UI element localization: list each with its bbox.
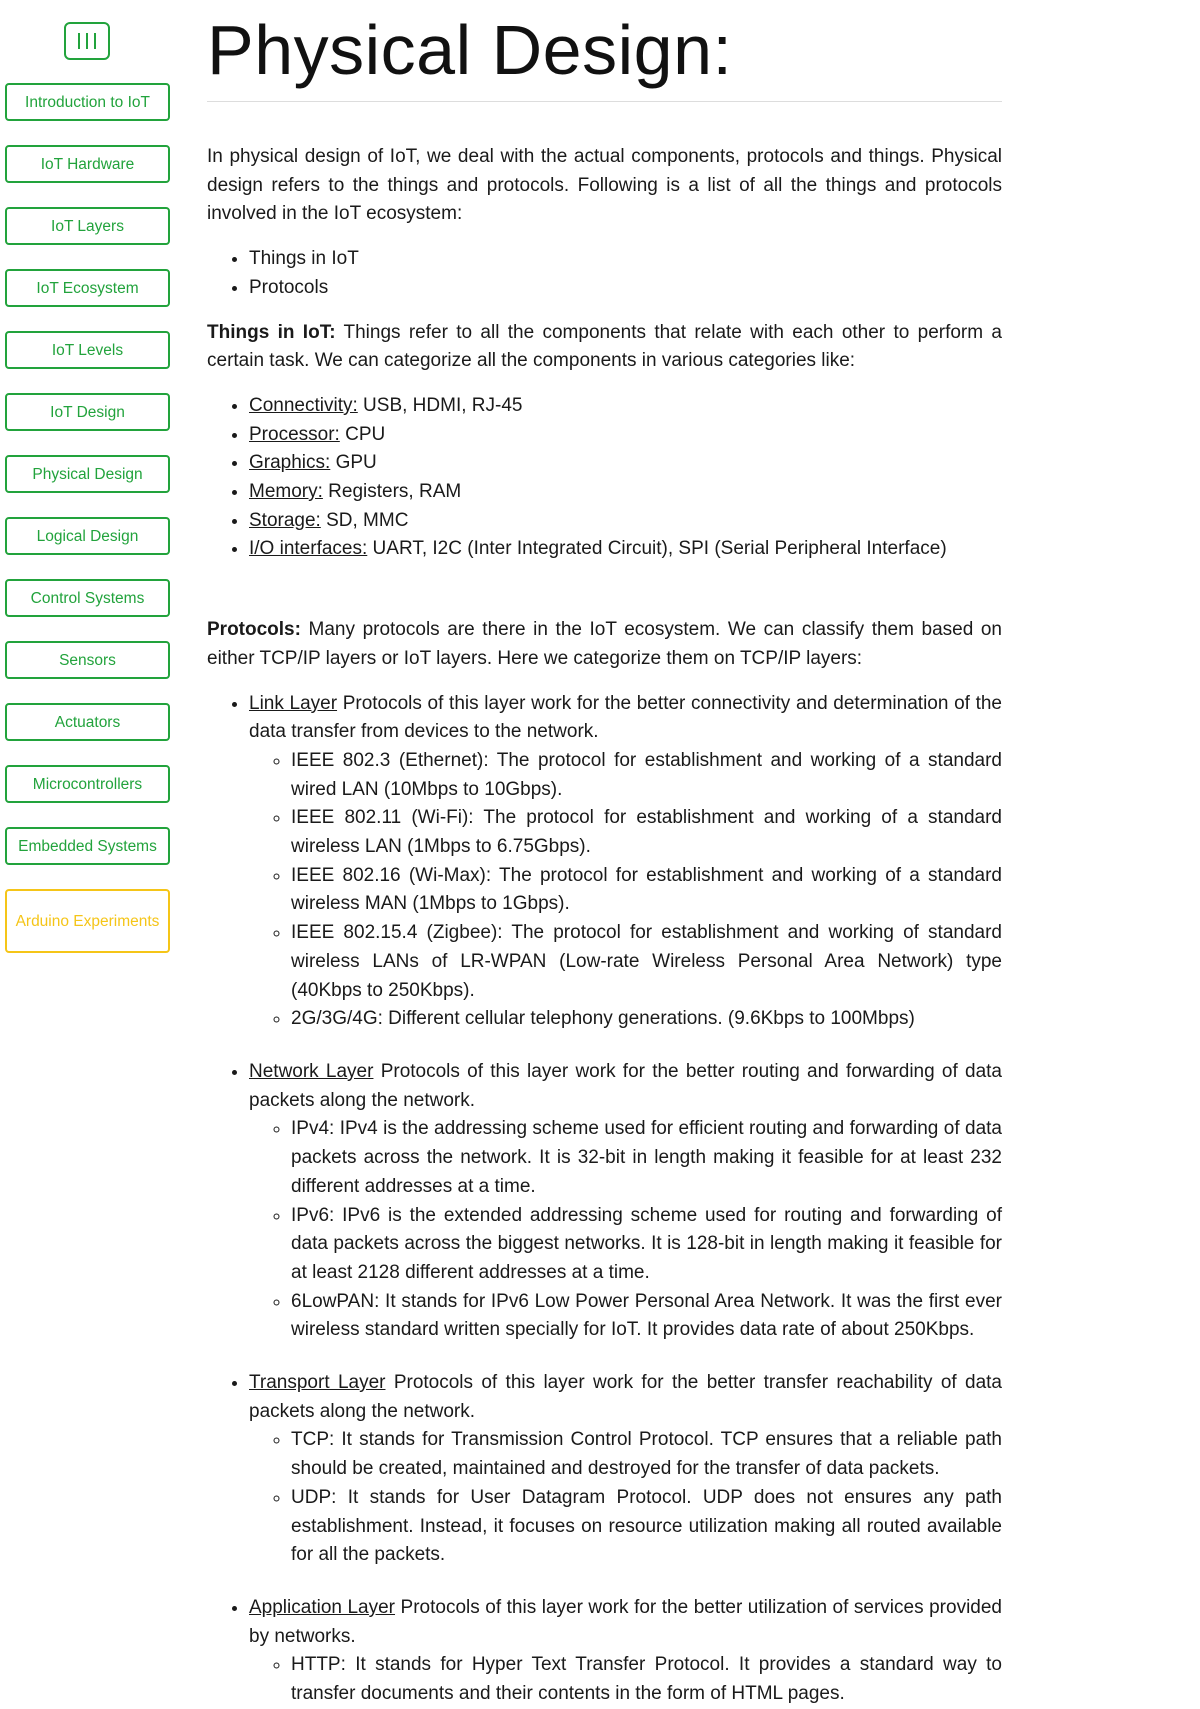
- nav-control-systems[interactable]: Control Systems: [5, 579, 170, 617]
- layer-name: Transport Layer: [249, 1372, 386, 1394]
- list-item: [249, 449, 1002, 478]
- nav-microcontrollers[interactable]: Microcontrollers: [5, 765, 170, 803]
- layer-item-network: [249, 1058, 1002, 1369]
- things-heading: Things in IoT:: [207, 321, 336, 343]
- category-term: Connectivity:: [249, 394, 358, 416]
- layer-desc: Protocols of this layer work for the better routing and forwarding of data packets along the network.: [249, 1060, 1002, 1111]
- category-value: GPU: [330, 452, 377, 474]
- list-item: • Protocols: [249, 274, 1002, 303]
- list-item: [249, 535, 1002, 564]
- nav-iot-ecosystem[interactable]: IoT Ecosystem: [5, 269, 170, 307]
- protocol-item: ◦ IEEE 802.3 (Ethernet): The protocol for establishment and working of a standard wired LAN (10Mbps to 10Gbps).: [291, 747, 1002, 804]
- hamburger-vertical-icon: [78, 33, 96, 49]
- protocol-sublist: [249, 1426, 1002, 1570]
- category-value: USB, HDMI, RJ-45: [357, 394, 523, 416]
- menu-toggle-button[interactable]: [64, 22, 110, 60]
- category-term: Memory:: [249, 481, 323, 503]
- protocol-item: ◦ 6LowPAN: It stands for IPv6 Low Power Personal Area Network. It was the first ever wireless standard written specially for IoT. It provides data rate of about 250Kbps.: [291, 1288, 1002, 1345]
- protocol-sublist: [249, 747, 1002, 1034]
- intro-list: [207, 245, 1002, 302]
- nav-introduction-to-iot[interactable]: Introduction to IoT: [5, 83, 170, 121]
- layer-item-application: [249, 1594, 1002, 1709]
- protocol-item: ◦ IEEE 802.11 (Wi-Fi): The protocol for establishment and working of a standard wireless LAN (1Mbps to 6.75Gbps).: [291, 804, 1002, 861]
- protocol-item: ◦ UDP: It stands for User Datagram Protocol. UDP does not ensures any path establishment. Instead, it focuses on resource utilization making all routed available for all the packets.: [291, 1484, 1002, 1570]
- things-text: Things refer to all the components that relate with each other to perform a certain task. We can categorize all the components in various categories like:: [207, 321, 1002, 372]
- protocol-sublist: [249, 1651, 1002, 1708]
- list-item: [249, 392, 1002, 421]
- list-item: [249, 421, 1002, 450]
- nav-arduino-experiments[interactable]: Arduino Experiments: [5, 889, 170, 953]
- protocols-text: Many protocols are there in the IoT ecosystem. We can classify them based on either TCP/IP layers or IoT layers. Here we categorize them on TCP/IP layers:: [207, 619, 1002, 669]
- things-list: [207, 392, 1002, 564]
- layer-name: Application Layer: [249, 1596, 396, 1618]
- protocol-item: ◦ IEEE 802.16 (Wi-Max): The protocol for establishment and working of a standard wireless MAN (1Mbps to 1Gbps).: [291, 862, 1002, 919]
- category-value: UART, I2C (Inter Integrated Circuit), SPI (Serial Peripheral Interface): [367, 538, 947, 560]
- layer-desc: Protocols of this layer work for the better utilization of services provided by networks.: [249, 1596, 1002, 1647]
- nav-iot-hardware[interactable]: IoT Hardware: [5, 145, 170, 183]
- layer-item-transport: [249, 1369, 1002, 1594]
- layer-name: Network Layer: [249, 1060, 374, 1082]
- category-term: Graphics:: [249, 452, 331, 474]
- nav-physical-design[interactable]: Physical Design: [5, 455, 170, 493]
- protocol-item: ◦ 2G/3G/4G: Different cellular telephony generations. (9.6Kbps to 100Mbps): [291, 1005, 1002, 1034]
- nav-sensors[interactable]: Sensors: [5, 641, 170, 679]
- things-paragraph: [207, 319, 1002, 376]
- protocols-heading: Protocols:: [207, 619, 301, 641]
- article-body: [207, 143, 1002, 1709]
- title-divider: [207, 101, 1002, 102]
- list-item: • Things in IoT: [249, 245, 1002, 274]
- protocol-item: ◦ IEEE 802.15.4 (Zigbee): The protocol for establishment and working of standard wireless LANs of LR-WPAN (Low-rate Wireless Personal Area Network) type (40Kbps to 250Kbps).: [291, 919, 1002, 1005]
- category-term: I/O interfaces:: [249, 538, 368, 560]
- protocols-paragraph: [207, 616, 1002, 673]
- list-item: [249, 507, 1002, 536]
- category-value: SD, MMC: [320, 509, 409, 531]
- protocol-item: ◦ IPv6: IPv6 is the extended addressing scheme used for routing and forwarding of data packets across the biggest networks. It is 128-bit in length making it feasible for at least 2128 different addresses at a time.: [291, 1202, 1002, 1288]
- layer-desc: Protocols of this layer work for the better connectivity and determination of the data transfer from devices to the network.: [249, 692, 1002, 743]
- nav-actuators[interactable]: Actuators: [5, 703, 170, 741]
- category-value: CPU: [339, 423, 386, 445]
- nav-embedded-systems[interactable]: Embedded Systems: [5, 827, 170, 865]
- protocol-sublist: [249, 1115, 1002, 1345]
- protocol-item: ◦ HTTP: It stands for Hyper Text Transfer Protocol. It provides a standard way to transfer documents and their contents in the form of HTML pages.: [291, 1651, 1002, 1708]
- protocol-item: ◦ TCP: It stands for Transmission Control Protocol. TCP ensures that a reliable path should be created, maintained and destroyed for the transfer of data packets.: [291, 1426, 1002, 1483]
- layers-list: [207, 690, 1002, 1709]
- layer-desc: Protocols of this layer work for the better transfer reachability of data packets along the network.: [249, 1372, 1002, 1422]
- layer-item-link: [249, 690, 1002, 1058]
- list-item: [249, 478, 1002, 507]
- category-term: Processor:: [249, 423, 340, 445]
- nav-logical-design[interactable]: Logical Design: [5, 517, 170, 555]
- layer-name: Link Layer: [249, 692, 338, 714]
- nav-iot-levels[interactable]: IoT Levels: [5, 331, 170, 369]
- protocol-item: ◦ IPv4: IPv4 is the addressing scheme used for efficient routing and forwarding of data packets across the network. It is 32-bit in length making it feasible for at least 232 different addresses at a time.: [291, 1115, 1002, 1201]
- category-term: Storage:: [249, 509, 321, 531]
- page-title: Physical Design:: [207, 11, 733, 89]
- nav-iot-layers[interactable]: IoT Layers: [5, 207, 170, 245]
- category-value: Registers, RAM: [322, 481, 462, 503]
- intro-paragraph: In physical design of IoT, we deal with the actual components, protocols and things. Physical design refers to the things and protocols. Following is a list of all the things and protocols involved in the IoT ecosystem:: [207, 146, 1002, 225]
- nav-iot-design[interactable]: IoT Design: [5, 393, 170, 431]
